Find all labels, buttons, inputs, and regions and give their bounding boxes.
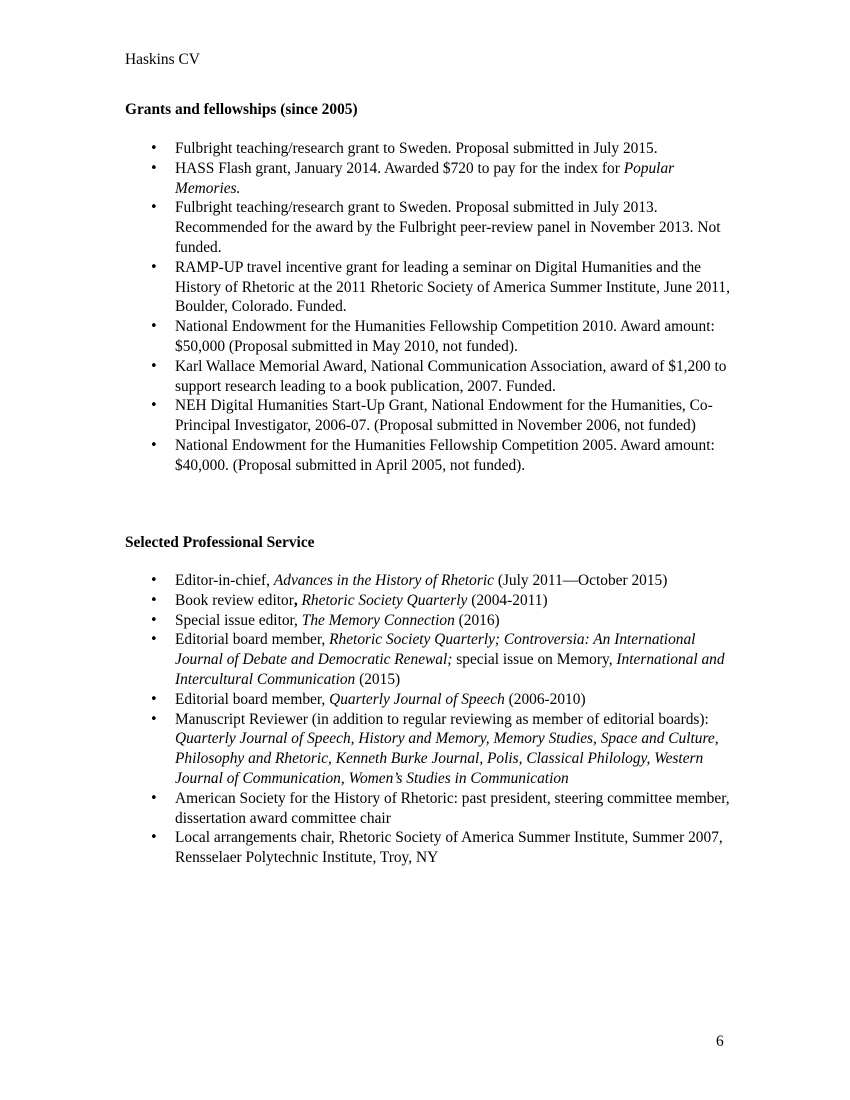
list-item <box>175 159 735 199</box>
item-text: Book review editor <box>175 591 294 609</box>
item-text: HASS Flash grant, January 2014. Awarded $720 to pay for the index for <box>175 159 624 177</box>
page-number: 6 <box>716 1033 724 1050</box>
grants-heading: Grants and fellowships (since 2005) <box>125 101 358 118</box>
list-item: • Fulbright teaching/research grant to Sweden. Proposal submitted in July 2013. Recommended for the award by the Fulbright peer-review panel in November 2013. Not funded. <box>175 198 735 257</box>
grants-list <box>175 139 735 476</box>
list-item: • Local arrangements chair, Rhetoric Society of America Summer Institute, Summer 2007, Rensselaer Polytechnic Institute, Troy, NY <box>175 828 735 868</box>
list-item: • American Society for the History of Rhetoric: past president, steering committee member, dissertation award committee chair <box>175 789 735 829</box>
list-item: • Fulbright teaching/research grant to Sweden. Proposal submitted in July 2015. <box>175 139 735 159</box>
list-item <box>175 630 735 689</box>
item-text: Manuscript Reviewer (in addition to regular reviewing as member of editorial boards): <box>175 710 709 728</box>
list-item <box>175 611 735 631</box>
item-text: Editor-in-chief, <box>175 572 274 589</box>
item-text-bold: , <box>293 591 298 609</box>
list-item: • National Endowment for the Humanities Fellowship Competition 2005. Award amount: $40,000. (Proposal submitted in April 2005, not funded). <box>175 436 735 476</box>
list-item <box>175 571 735 591</box>
item-text: (2016) <box>454 611 500 629</box>
journal-title: Quarterly Journal of Speech, History and Memory, Memory Studies, Space and Culture, Philosophy and Rhetoric, Kenneth Burke Journal, Polis, Classical Philology, Western Journal of Communication, Women’s Studies in Communication <box>175 730 719 787</box>
item-text: Editorial board member, <box>175 631 330 649</box>
journal-title: The Memory Connection <box>301 611 455 629</box>
list-item <box>175 690 735 710</box>
item-text: special issue on Memory, <box>452 651 617 669</box>
journal-title: International and Intercultural Communication <box>175 651 725 688</box>
journal-title: Quarterly Journal of Speech <box>329 690 505 708</box>
item-text: (2004-2011) <box>467 591 548 609</box>
list-item <box>175 710 735 789</box>
list-item: • RAMP-UP travel incentive grant for leading a seminar on Digital Humanities and the History of Rhetoric at the 2011 Rhetoric Society of America Summer Institute, June 2011, Boulder, Colorado. Funded. <box>175 258 735 317</box>
list-item: • Karl Wallace Memorial Award, National Communication Association, award of $1,200 to support research leading to a book publication, 2007. Funded. <box>175 357 735 397</box>
running-header: Haskins CV <box>125 51 200 68</box>
item-text: (2015) <box>355 670 401 688</box>
list-item: • NEH Digital Humanities Start-Up Grant, National Endowment for the Humanities, Co-Principal Investigator, 2006-07. (Proposal submitted in November 2006, not funded) <box>175 396 735 436</box>
item-text: (July 2011—October 2015) <box>493 572 668 589</box>
item-text: (2006-2010) <box>504 690 586 708</box>
service-heading: Selected Professional Service <box>125 534 315 551</box>
journal-title: Rhetoric Society Quarterly; Controversia: An International Journal of Debate and Democratic Renewal; <box>175 631 696 669</box>
book-title: Popular Memories. <box>175 159 675 197</box>
journal-title: Advances in the History of Rhetoric <box>273 572 494 589</box>
item-text: Special issue editor, <box>175 611 302 629</box>
service-list <box>175 571 735 868</box>
list-item <box>175 591 735 611</box>
list-item: • National Endowment for the Humanities Fellowship Competition 2010. Award amount: $50,000 (Proposal submitted in May 2010, not funded). <box>175 317 735 357</box>
journal-title: Rhetoric Society Quarterly <box>297 591 468 609</box>
item-text: Editorial board member, <box>175 690 330 708</box>
